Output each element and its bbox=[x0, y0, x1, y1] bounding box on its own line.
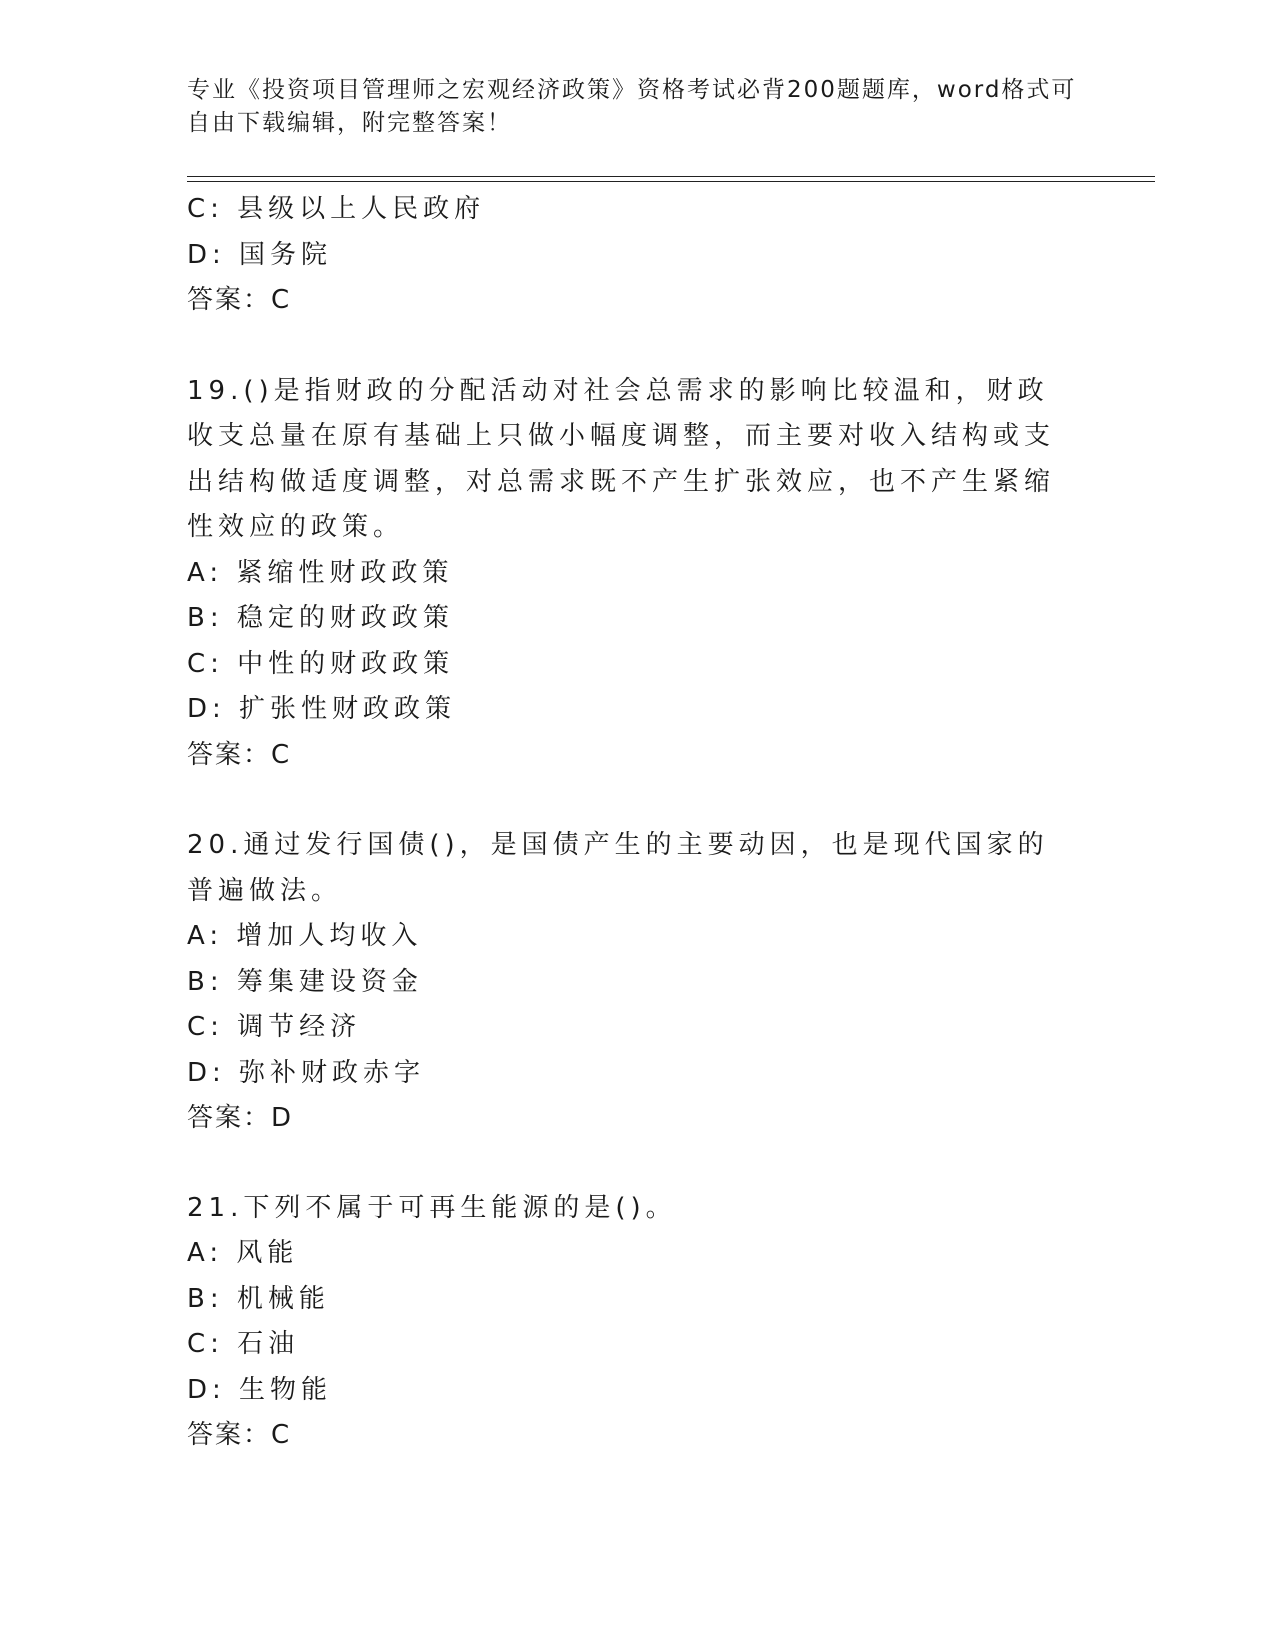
option-b: B: 机械能 bbox=[187, 1283, 330, 1314]
option-c: C: 中性的财政政策 bbox=[187, 648, 455, 679]
spacer bbox=[187, 1142, 1087, 1186]
answer-value: C bbox=[271, 1420, 292, 1450]
answer-line bbox=[187, 1413, 1087, 1459]
page-header: 专业《投资项目管理师之宏观经济政策》资格考试必背200题题库，word格式可自由下载编辑，附完整答案！ bbox=[187, 77, 1077, 136]
option-d: D: 扩张性财政政策 bbox=[187, 694, 457, 724]
option-c: C: 石油 bbox=[187, 1329, 300, 1359]
option-d: D: 国务院 bbox=[187, 239, 333, 270]
carryover-question bbox=[187, 187, 1087, 324]
question-stem: 20.通过发行国债()，是国债产生的主要动因，也是现代国家的普遍做法。 bbox=[187, 830, 1049, 906]
spacer bbox=[187, 324, 1087, 369]
answer-label: 答案： bbox=[187, 1103, 272, 1133]
question-20 bbox=[187, 823, 1087, 1142]
option-d: D: 弥补财政赤字 bbox=[187, 1057, 426, 1088]
question-21 bbox=[187, 1186, 1087, 1459]
question-stem: 19.()是指财政的分配活动对社会总需求的影响比较温和，财政收支总量在原有基础上只做小幅度调整，而主要对收入结构或支出结构做适度调整，对总需求既不产生扩张效应，也不产生紧缩性效应的政策。 bbox=[187, 375, 1056, 542]
answer-value: C bbox=[271, 285, 292, 315]
option-a: A: 风能 bbox=[187, 1238, 299, 1268]
answer-line bbox=[187, 278, 1087, 324]
option-b: B: 筹集建设资金 bbox=[187, 966, 423, 997]
option-c: C: 县级以上人民政府 bbox=[187, 194, 486, 224]
answer-line bbox=[187, 1096, 1087, 1142]
answer-line bbox=[187, 733, 1087, 779]
option-a: A: 增加人均收入 bbox=[187, 921, 423, 951]
header-divider bbox=[187, 176, 1155, 182]
question-stem: 21.下列不属于可再生能源的是()。 bbox=[187, 1192, 677, 1223]
option-c: C: 调节经济 bbox=[187, 1012, 362, 1042]
option-d: D: 生物能 bbox=[187, 1374, 333, 1405]
answer-label: 答案： bbox=[187, 1420, 272, 1450]
answer-value: C bbox=[271, 739, 292, 770]
spacer bbox=[187, 778, 1087, 823]
question-19 bbox=[187, 369, 1087, 779]
document-body bbox=[187, 187, 1087, 1459]
answer-value: D bbox=[271, 1103, 294, 1133]
option-a: A: 紧缩性财政政策 bbox=[187, 557, 454, 588]
option-b: B: 稳定的财政政策 bbox=[187, 603, 454, 633]
answer-label: 答案： bbox=[187, 285, 272, 315]
answer-label: 答案： bbox=[187, 739, 272, 770]
